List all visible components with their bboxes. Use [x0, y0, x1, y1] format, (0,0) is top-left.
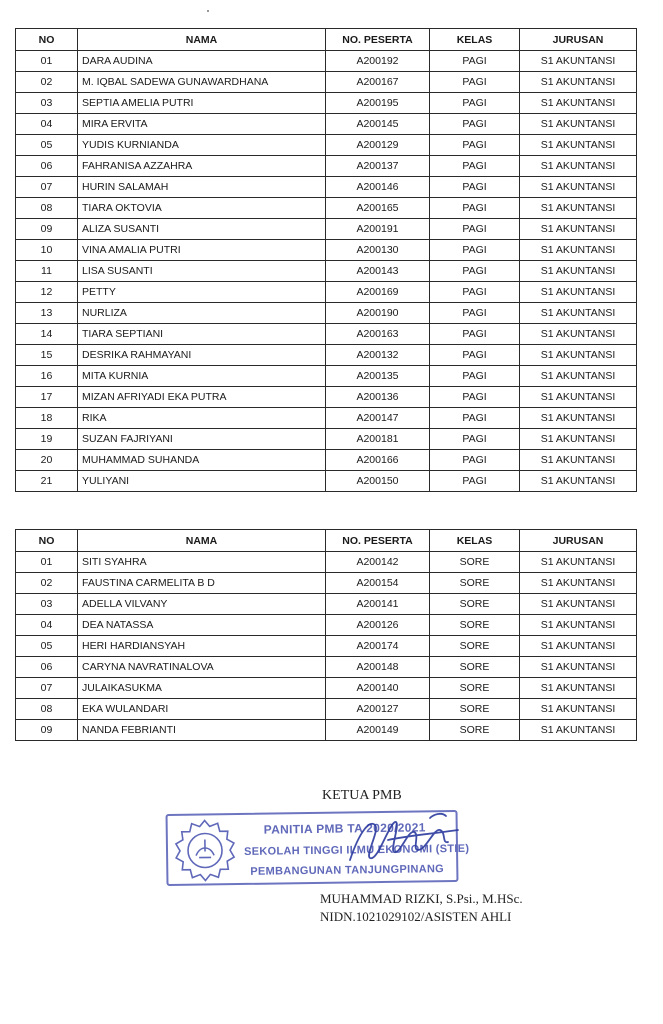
table-row: [16, 240, 637, 261]
participant-table-pagi: [15, 28, 637, 492]
signatory-name: MUHAMMAD RIZKI, S.Psi., M.HSc.: [320, 891, 523, 906]
cell-nama: DARA AUDINA: [78, 51, 326, 72]
cell-jurusan: S1 AKUNTANSI: [520, 135, 637, 156]
cell-nama: M. IQBAL SADEWA GUNAWARDHANA: [78, 72, 326, 93]
cell-no: 08: [16, 198, 78, 219]
table-body-sore: [16, 552, 637, 741]
cell-nama: EKA WULANDARI: [78, 699, 326, 720]
header-nama: NAMA: [78, 530, 326, 552]
cell-no: 09: [16, 219, 78, 240]
cell-no: 01: [16, 51, 78, 72]
cell-jurusan: S1 AKUNTANSI: [520, 156, 637, 177]
institution-seal-icon: [172, 817, 239, 884]
cell-nama: SITI SYAHRA: [78, 552, 326, 573]
cell-nama: RIKA: [78, 408, 326, 429]
table-row: [16, 345, 637, 366]
cell-jurusan: S1 AKUNTANSI: [520, 573, 637, 594]
cell-nama: HURIN SALAMAH: [78, 177, 326, 198]
cell-jurusan: S1 AKUNTANSI: [520, 699, 637, 720]
table-row: [16, 699, 637, 720]
cell-no: 04: [16, 114, 78, 135]
cell-jurusan: S1 AKUNTANSI: [520, 366, 637, 387]
cell-no-peserta: A200163: [326, 324, 430, 345]
cell-no-peserta: A200130: [326, 240, 430, 261]
handwritten-signature: [330, 800, 470, 880]
cell-jurusan: S1 AKUNTANSI: [520, 450, 637, 471]
cell-kelas: PAGI: [430, 198, 520, 219]
cell-no-peserta: A200190: [326, 303, 430, 324]
cell-kelas: PAGI: [430, 408, 520, 429]
cell-no: 07: [16, 177, 78, 198]
signatory-title: KETUA PMB: [322, 788, 402, 803]
cell-kelas: SORE: [430, 636, 520, 657]
cell-jurusan: S1 AKUNTANSI: [520, 114, 637, 135]
cell-no: 02: [16, 573, 78, 594]
cell-jurusan: S1 AKUNTANSI: [520, 219, 637, 240]
cell-no-peserta: A200181: [326, 429, 430, 450]
cell-nama: NANDA FEBRIANTI: [78, 720, 326, 741]
cell-nama: NURLIZA: [78, 303, 326, 324]
cell-no-peserta: A200140: [326, 678, 430, 699]
cell-kelas: PAGI: [430, 303, 520, 324]
cell-no: 21: [16, 471, 78, 492]
cell-kelas: PAGI: [430, 51, 520, 72]
cell-no: 09: [16, 720, 78, 741]
stamp-line-city: PEMBANGUNAN TANJUNGPINANG: [250, 863, 445, 878]
participant-table-sore: [15, 529, 637, 741]
cell-no: 15: [16, 345, 78, 366]
cell-no: 02: [16, 72, 78, 93]
cell-kelas: PAGI: [430, 72, 520, 93]
cell-no-peserta: A200192: [326, 51, 430, 72]
cell-kelas: PAGI: [430, 282, 520, 303]
cell-no-peserta: A200141: [326, 594, 430, 615]
table-row: [16, 552, 637, 573]
cell-no-peserta: A200191: [326, 219, 430, 240]
cell-nama: YUDIS KURNIANDA: [78, 135, 326, 156]
table-row: [16, 366, 637, 387]
cell-kelas: SORE: [430, 720, 520, 741]
cell-jurusan: S1 AKUNTANSI: [520, 594, 637, 615]
cell-no-peserta: A200136: [326, 387, 430, 408]
header-jurusan: JURUSAN: [520, 29, 637, 51]
cell-jurusan: S1 AKUNTANSI: [520, 678, 637, 699]
header-kelas: KELAS: [430, 29, 520, 51]
cell-no: 05: [16, 135, 78, 156]
cell-nama: CARYNA NAVRATINALOVA: [78, 657, 326, 678]
cell-nama: VINA AMALIA PUTRI: [78, 240, 326, 261]
cell-nama: TIARA OKTOVIA: [78, 198, 326, 219]
cell-no-peserta: A200148: [326, 657, 430, 678]
cell-no: 19: [16, 429, 78, 450]
header-jurusan: JURUSAN: [520, 530, 637, 552]
cell-kelas: SORE: [430, 657, 520, 678]
cell-no: 04: [16, 615, 78, 636]
cell-nama: MIRA ERVITA: [78, 114, 326, 135]
cell-nama: FAUSTINA CARMELITA B D: [78, 573, 326, 594]
table-row: [16, 408, 637, 429]
cell-jurusan: S1 AKUNTANSI: [520, 636, 637, 657]
cell-jurusan: S1 AKUNTANSI: [520, 552, 637, 573]
cell-nama: ALIZA SUSANTI: [78, 219, 326, 240]
cell-jurusan: S1 AKUNTANSI: [520, 324, 637, 345]
cell-jurusan: S1 AKUNTANSI: [520, 303, 637, 324]
cell-kelas: PAGI: [430, 114, 520, 135]
cell-kelas: SORE: [430, 594, 520, 615]
cell-no-peserta: A200129: [326, 135, 430, 156]
cell-no-peserta: A200135: [326, 366, 430, 387]
cell-jurusan: S1 AKUNTANSI: [520, 282, 637, 303]
cell-no: 10: [16, 240, 78, 261]
cell-no: 17: [16, 387, 78, 408]
table-row: [16, 450, 637, 471]
cell-nama: MUHAMMAD SUHANDA: [78, 450, 326, 471]
cell-kelas: PAGI: [430, 135, 520, 156]
table-row: [16, 678, 637, 699]
cell-no: 06: [16, 657, 78, 678]
cell-kelas: SORE: [430, 678, 520, 699]
cell-nama: SUZAN FAJRIYANI: [78, 429, 326, 450]
cell-no: 11: [16, 261, 78, 282]
cell-no-peserta: A200167: [326, 72, 430, 93]
scan-speck: [207, 10, 209, 12]
cell-nama: DEA NATASSA: [78, 615, 326, 636]
cell-jurusan: S1 AKUNTANSI: [520, 429, 637, 450]
stamp-line-school: SEKOLAH TINGGI ILMU EKONOMI (STIE): [243, 842, 470, 858]
table-row: [16, 615, 637, 636]
table-row: [16, 324, 637, 345]
cell-kelas: PAGI: [430, 219, 520, 240]
table-row: [16, 282, 637, 303]
cell-jurusan: S1 AKUNTANSI: [520, 93, 637, 114]
cell-jurusan: S1 AKUNTANSI: [520, 387, 637, 408]
cell-jurusan: S1 AKUNTANSI: [520, 408, 637, 429]
cell-nama: JULAIKASUKMA: [78, 678, 326, 699]
table-row: [16, 573, 637, 594]
cell-no: 18: [16, 408, 78, 429]
cell-kelas: PAGI: [430, 156, 520, 177]
cell-no-peserta: A200169: [326, 282, 430, 303]
table-row: [16, 51, 637, 72]
table-body-pagi: [16, 51, 637, 492]
table-row: [16, 72, 637, 93]
cell-no: 14: [16, 324, 78, 345]
cell-kelas: PAGI: [430, 261, 520, 282]
table-row: [16, 387, 637, 408]
cell-kelas: SORE: [430, 573, 520, 594]
cell-no: 01: [16, 552, 78, 573]
cell-no: 05: [16, 636, 78, 657]
cell-no: 03: [16, 594, 78, 615]
cell-jurusan: S1 AKUNTANSI: [520, 177, 637, 198]
cell-jurusan: S1 AKUNTANSI: [520, 72, 637, 93]
cell-no: 08: [16, 699, 78, 720]
cell-no: 06: [16, 156, 78, 177]
cell-kelas: PAGI: [430, 324, 520, 345]
cell-no-peserta: A200147: [326, 408, 430, 429]
table-row: [16, 720, 637, 741]
table-row: [16, 429, 637, 450]
table-row: [16, 219, 637, 240]
cell-nama: TIARA SEPTIANI: [78, 324, 326, 345]
cell-jurusan: S1 AKUNTANSI: [520, 51, 637, 72]
cell-no-peserta: A200126: [326, 615, 430, 636]
cell-jurusan: S1 AKUNTANSI: [520, 471, 637, 492]
cell-jurusan: S1 AKUNTANSI: [520, 657, 637, 678]
cell-no-peserta: A200174: [326, 636, 430, 657]
header-no-peserta: NO. PESERTA: [326, 29, 430, 51]
cell-nama: FAHRANISA AZZAHRA: [78, 156, 326, 177]
cell-kelas: SORE: [430, 699, 520, 720]
table-row: [16, 198, 637, 219]
cell-nama: DESRIKA RAHMAYANI: [78, 345, 326, 366]
cell-jurusan: S1 AKUNTANSI: [520, 615, 637, 636]
cell-kelas: PAGI: [430, 93, 520, 114]
cell-nama: MITA KURNIA: [78, 366, 326, 387]
cell-no-peserta: A200143: [326, 261, 430, 282]
cell-kelas: PAGI: [430, 471, 520, 492]
cell-no-peserta: A200165: [326, 198, 430, 219]
cell-nama: HERI HARDIANSYAH: [78, 636, 326, 657]
cell-kelas: PAGI: [430, 240, 520, 261]
header-no: NO: [16, 29, 78, 51]
cell-nama: LISA SUSANTI: [78, 261, 326, 282]
cell-no-peserta: A200142: [326, 552, 430, 573]
cell-no: 03: [16, 93, 78, 114]
table-row: [16, 114, 637, 135]
cell-kelas: PAGI: [430, 366, 520, 387]
signatory-nidn: NIDN.1021029102/ASISTEN AHLI: [320, 909, 512, 924]
table-row: [16, 93, 637, 114]
cell-no: 16: [16, 366, 78, 387]
cell-kelas: PAGI: [430, 450, 520, 471]
cell-no: 12: [16, 282, 78, 303]
table-row: [16, 636, 637, 657]
table-header-row: [16, 29, 637, 51]
cell-no-peserta: A200127: [326, 699, 430, 720]
header-no-peserta: NO. PESERTA: [326, 530, 430, 552]
cell-kelas: PAGI: [430, 177, 520, 198]
cell-no-peserta: A200166: [326, 450, 430, 471]
header-no: NO: [16, 530, 78, 552]
header-kelas: KELAS: [430, 530, 520, 552]
cell-no: 20: [16, 450, 78, 471]
stamp-line-committee: PANITIA PMB TA 2020/2021: [263, 820, 426, 837]
cell-kelas: PAGI: [430, 345, 520, 366]
table-row: [16, 657, 637, 678]
cell-nama: PETTY: [78, 282, 326, 303]
table-row: [16, 156, 637, 177]
cell-jurusan: S1 AKUNTANSI: [520, 345, 637, 366]
cell-no-peserta: A200132: [326, 345, 430, 366]
cell-jurusan: S1 AKUNTANSI: [520, 198, 637, 219]
cell-no-peserta: A200149: [326, 720, 430, 741]
cell-kelas: SORE: [430, 552, 520, 573]
table-header-row: [16, 530, 637, 552]
cell-jurusan: S1 AKUNTANSI: [520, 240, 637, 261]
cell-jurusan: S1 AKUNTANSI: [520, 720, 637, 741]
cell-nama: YULIYANI: [78, 471, 326, 492]
cell-kelas: SORE: [430, 615, 520, 636]
table-row: [16, 135, 637, 156]
cell-nama: MIZAN AFRIYADI EKA PUTRA: [78, 387, 326, 408]
table-row: [16, 261, 637, 282]
cell-nama: SEPTIA AMELIA PUTRI: [78, 93, 326, 114]
cell-nama: ADELLA VILVANY: [78, 594, 326, 615]
header-nama: NAMA: [78, 29, 326, 51]
cell-no-peserta: A200195: [326, 93, 430, 114]
cell-no-peserta: A200154: [326, 573, 430, 594]
table-row: [16, 471, 637, 492]
table-row: [16, 303, 637, 324]
cell-no: 13: [16, 303, 78, 324]
cell-no-peserta: A200150: [326, 471, 430, 492]
cell-jurusan: S1 AKUNTANSI: [520, 261, 637, 282]
cell-kelas: PAGI: [430, 387, 520, 408]
cell-kelas: PAGI: [430, 429, 520, 450]
cell-no-peserta: A200137: [326, 156, 430, 177]
cell-no-peserta: A200146: [326, 177, 430, 198]
cell-no: 07: [16, 678, 78, 699]
table-row: [16, 594, 637, 615]
cell-no-peserta: A200145: [326, 114, 430, 135]
table-row: [16, 177, 637, 198]
